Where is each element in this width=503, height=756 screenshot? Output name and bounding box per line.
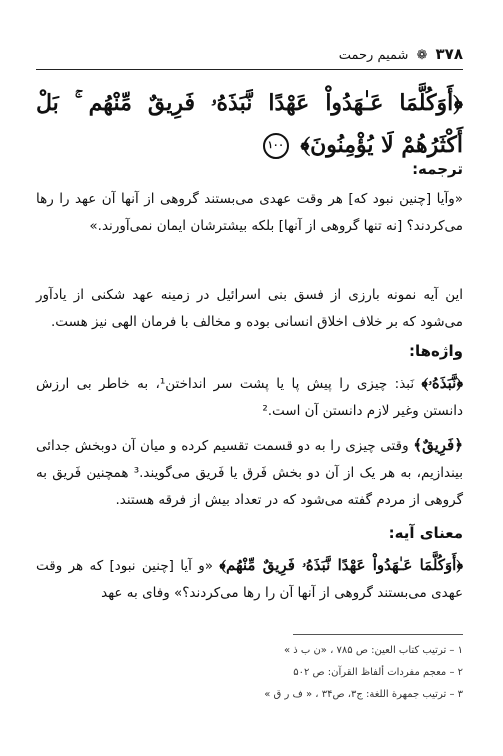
meaning-text: «و آیا [چنین نبود] که هر وقت عهدی می‌بستند گروهی از آنها آن را رها می‌کردند؟» وفای به عهد xyxy=(36,558,463,601)
vocab-item-nabadha xyxy=(36,370,463,425)
footnote-1: ۱ – ترتیب کتاب العین: ص ۷۸۵ ، «ن ب ذ » xyxy=(283,645,463,656)
book-page xyxy=(36,0,463,756)
verse-text: ﴿أَوَكُلَّمَا عَـٰهَدُواْ عَهْدًا نَّبَذَهُۥ فَرِيقٌ مِّنْهُم ۚ بَلْ أَكْثَرُهُمْ لَا يُؤْمِنُونَ﴾ xyxy=(36,90,463,158)
vocab-heading: واژه‌ها: xyxy=(409,342,463,360)
meaning-paragraph xyxy=(36,552,463,607)
vocab-word: ﴿نَّبَذَهُۥ﴾ xyxy=(421,374,463,392)
ayah-number-icon: ١٠٠ xyxy=(263,133,289,159)
running-header xyxy=(36,44,463,68)
translation-text: «وآیا [چنین نبود که] هر وقت عهدی می‌بستند گروهی از آنها آن عهد را رها می‌کردند؟ [نه تنها گروهی از آنها] بلکه بیشترشان ایمان نمی‌آورند.» xyxy=(36,191,463,234)
quran-verse xyxy=(36,82,463,166)
footnote-divider xyxy=(293,634,463,635)
meaning-heading: معنای آیه: xyxy=(388,524,463,542)
vocab-definition: نَبذ: چیزی را پیش پا یا پشت سر انداختن¹، به خاطر بی ارزش دانستن وغیر لازم دانستن آن است.² xyxy=(36,376,463,419)
vocab-definition: وقتی چیزی را به دو قسمت تقسیم کرده و میان آن دوبخش جدائی بیندازیم، به هر یک از آن دو بخش فَرق یا فَریق می‌گویند.³ همچنین فَریق به گروهی از مردم گفته می‌شود که در تعداد بیش از فرقه هستند. xyxy=(36,438,463,508)
commentary-text: این آیه نمونه بارزی از فسق بنی اسرائیل در زمینه عهد شکنی از یادآور می‌شود که بر خلاف اخلاق انسانی بوده و مخالف با فرمان الهی نیز هست. xyxy=(36,287,463,330)
meaning-verse-quote: ﴿أَوَكُلَّمَا عَـٰهَدُواْ عَهْدًا نَّبَذَهُۥ فَرِيقٌ مِّنْهُم﴾ xyxy=(219,556,463,574)
header-divider xyxy=(36,69,463,70)
footnote-3: ۳ – ترتیب جمهرة اللغة: ج۳، ص۳۴ ، « ف ر ق » xyxy=(264,689,463,700)
footnote-2: ۲ – معجم مفردات ألفاظ القرآن: ص ۵۰۲ xyxy=(293,667,463,678)
flower-ornament-icon: ❁ xyxy=(416,48,428,63)
translation-heading: ترجمه: xyxy=(412,160,463,178)
page-number: ۳۷۸ xyxy=(435,45,463,63)
vocab-word: ﴿فَرِيقٌ﴾ xyxy=(413,436,463,454)
book-title: شمیم رحمت xyxy=(338,48,409,63)
vocab-item-fariq xyxy=(36,432,463,514)
